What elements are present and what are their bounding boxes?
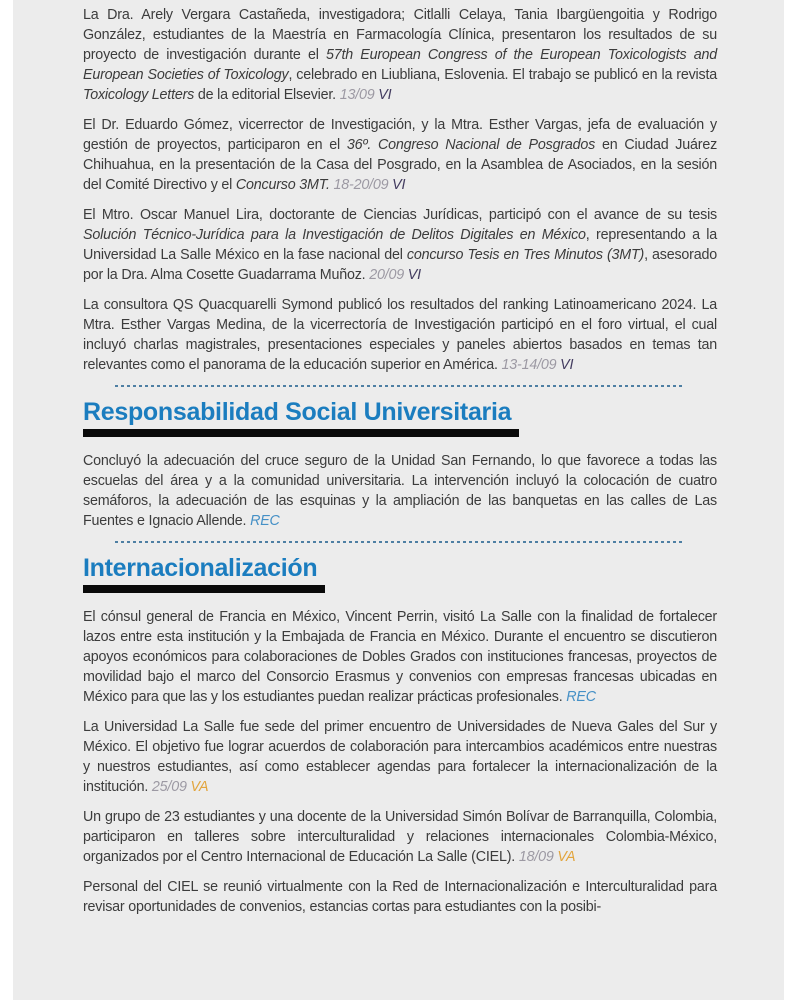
- paragraph-text: de la editorial Elsevier.: [194, 87, 340, 103]
- section-heading: [83, 555, 717, 593]
- emphasis-text: Concurso 3MT.: [235, 177, 330, 193]
- section-heading-label: Responsabilidad Social Universitaria: [83, 399, 519, 437]
- campus-tag: VI: [392, 177, 406, 193]
- campus-tag: VA: [557, 849, 576, 865]
- paragraph-text: La consultora QS Quacquarelli Symond publicó los resultados del ranking Latinoamericano 2024. La Mtra. Esther Vargas Medina, de la vicerrectoría de Investigación participó en el foro virtual, el cual incluyó charlas magistrales, presentaciones especiales y paneles abiertos basados en temas tan relevantes como el panorama de la educación superior en América.: [83, 297, 717, 373]
- dotted-divider: [115, 541, 685, 543]
- emphasis-text: Toxicology Letters: [83, 87, 195, 103]
- campus-tag: VI: [560, 357, 574, 373]
- dotted-divider: [115, 385, 685, 387]
- paragraph-text: El Mtro. Oscar Manuel Lira, doctorante de Ciencias Jurídicas, participó con el avance de su tesis: [83, 207, 717, 223]
- news-paragraph: [83, 877, 717, 917]
- date-stamp: 18-20/09: [333, 177, 389, 193]
- section-heading-label: Internacionalización: [83, 555, 325, 593]
- news-paragraph: [83, 115, 717, 195]
- campus-tag: REC: [566, 689, 596, 705]
- paragraph-text: Personal del CIEL se reunió virtualmente con la Red de Internacionalización e Interculturalidad para revisar oportunidades de convenios, estancias cortas para estudiantes con la posibi-: [83, 879, 717, 915]
- paragraph-text: Concluyó la adecuación del cruce seguro de la Unidad San Fernando, lo que favorece a todas las escuelas del área y a la comunidad universitaria. La intervención incluyó la colocación de cuatro semáforos, la adecuación de las esquinas y la ampliación de las banquetas en las calles de Las Fuentes e Ignacio Allende.: [83, 453, 717, 529]
- news-paragraph: [83, 807, 717, 867]
- content-column: [13, 0, 784, 1000]
- section-heading: [83, 399, 717, 437]
- campus-tag: VA: [190, 779, 209, 795]
- emphasis-text: concurso Tesis en Tres Minutos (3MT): [406, 247, 645, 263]
- document-page-background: [13, 0, 784, 1000]
- date-stamp: 13-14/09: [501, 357, 557, 373]
- paragraph-text: , celebrado en Liubliana, Eslovenia. El trabajo se publicó en la revista: [288, 67, 718, 83]
- campus-tag: VI: [407, 267, 421, 283]
- paragraph-text: La Universidad La Salle fue sede del primer encuentro de Universidades de Nueva Gales del Sur y México. El objetivo fue lograr acuerdos de colaboración para intercambios académicos entre nuestras y nuestros estudiantes, así como establecer agendas para fortalecer la internacionalización de la institución.: [83, 719, 717, 795]
- paragraph-text: El Dr. Eduardo Gómez, vicerrector de Investigación, y la Mtra. Esther Vargas, jefa de evaluación y gestión de proyectos, participaron en el: [83, 117, 717, 153]
- campus-tag: REC: [250, 513, 280, 529]
- emphasis-text: 57th European Congress of the European Toxicologists and European Societies of Toxicology: [83, 47, 717, 83]
- date-stamp: 20/09: [369, 267, 404, 283]
- news-paragraph: [83, 5, 717, 105]
- paragraph-text: , representando a la Universidad La Salle México en la fase nacional del: [83, 227, 718, 263]
- date-stamp: 18/09: [518, 849, 554, 865]
- date-stamp: 25/09: [151, 779, 187, 795]
- news-paragraph: [83, 607, 717, 707]
- campus-tag: VI: [378, 87, 392, 103]
- paragraph-text: La Dra. Arely Vergara Castañeda, investigadora; Citlalli Celaya, Tania Ibargüengoitia y Rodrigo González, estudiantes de la Maestría en Farmacología Clínica, presentaron los resultados de su proyecto de investigación durante el: [83, 7, 717, 63]
- emphasis-text: Solución Técnico-Jurídica para la Investigación de Delitos Digitales en México: [83, 227, 586, 243]
- paragraph-text: El cónsul general de Francia en México, Vincent Perrin, visitó La Salle con la finalidad de fortalecer lazos entre esta institución y la Embajada de Francia en México. Durante el encuentro se discutieron apoyos económicos para colaboraciones de Dobles Grados con instituciones francesas, proyectos de movilidad bajo el marco del Consorcio Erasmus y convenios con empresas francesas ubicadas en México para que las y los estudiantes puedan realizar prácticas profesionales.: [83, 609, 717, 705]
- emphasis-text: 36º. Congreso Nacional de Posgrados: [346, 137, 596, 153]
- news-paragraph: [83, 451, 717, 531]
- paragraph-text: en Ciudad Juárez Chihuahua, en la presentación de la Casa del Posgrado, en la Asamblea de Asociados, en la sesión del Comité Directivo y el: [83, 137, 718, 193]
- paragraph-text: , asesorado por la Dra. Alma Cosette Guadarrama Muñoz.: [83, 247, 717, 283]
- news-paragraph: [83, 717, 717, 797]
- news-paragraph: [83, 205, 717, 285]
- date-stamp: 13/09: [339, 87, 375, 103]
- paragraph-text: Un grupo de 23 estudiantes y una docente de la Universidad Simón Bolívar de Barranquilla, Colombia, participaron en talleres sobre interculturalidad y relaciones internacionales Colombia-México, organizados por el Centro Internacional de Educación La Salle (CIEL).: [83, 809, 717, 865]
- news-paragraph: [83, 295, 717, 375]
